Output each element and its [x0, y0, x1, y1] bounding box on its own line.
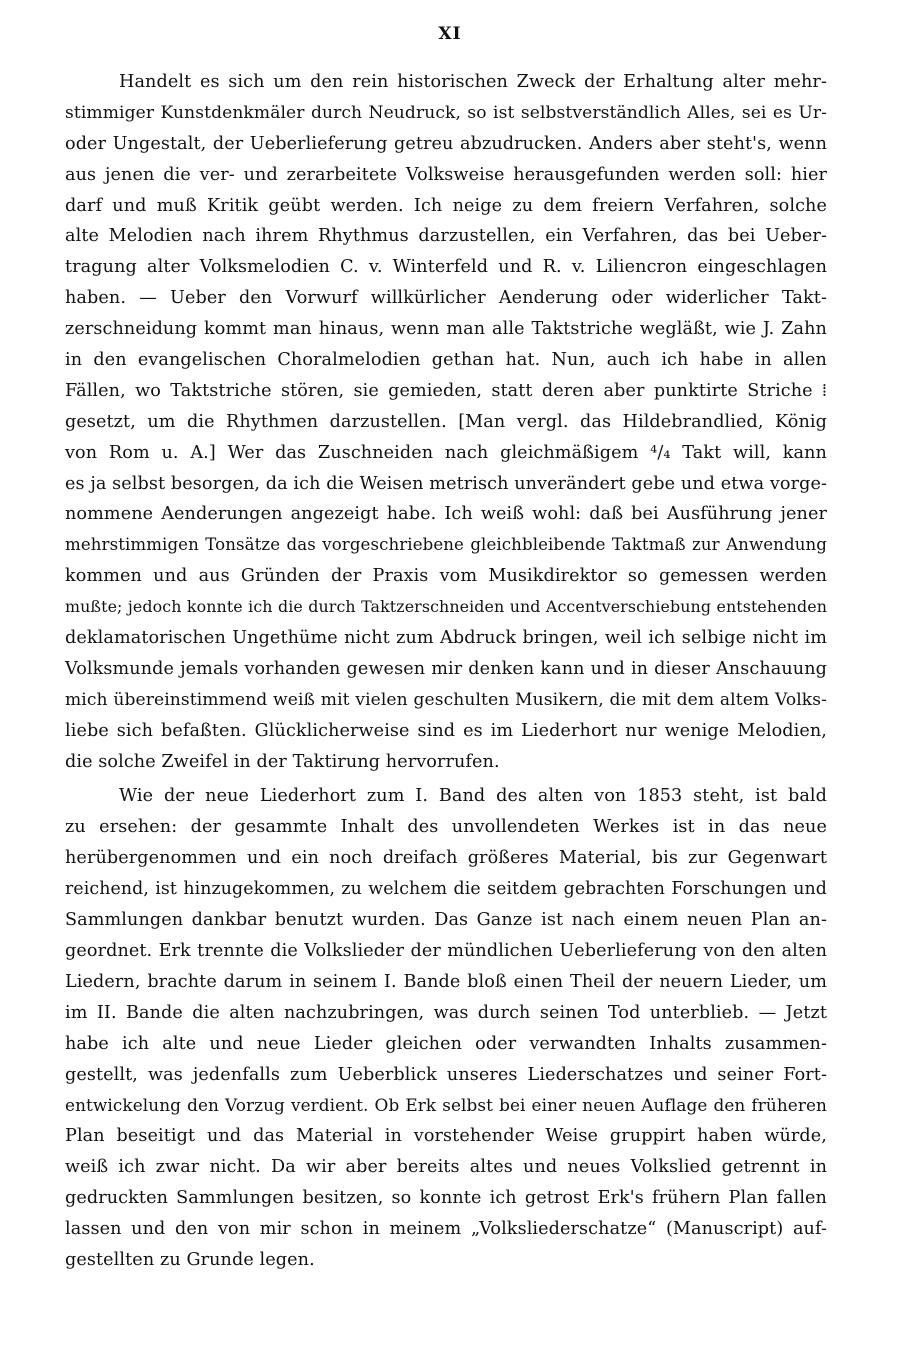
- text-line: Liedern, brachte darum in seinem I. Bande bloß einen Theil der neuern Lieder, um: [65, 971, 827, 992]
- text-line: reichend, ist hinzugekommen, zu welchem die seitdem gebrachten Forschungen und: [65, 879, 827, 900]
- text-line: haben. — Ueber den Vorwurf willkürlicher Aenderung oder widerlicher Takt-: [65, 288, 827, 309]
- text-line: im II. Bande die alten nachzubringen, was durch seinen Tod unterblieb. — Jetzt: [65, 1002, 827, 1023]
- text-line: mußte; jedoch konnte ich die durch Taktzerschneiden und Accentverschiebung entstehenden: [65, 597, 827, 617]
- text-line: in den evangelischen Choralmelodien gethan hat. Nun, auch ich habe in allen: [65, 350, 827, 371]
- text-line: nommene Aenderungen angezeigt habe. Ich weiß wohl: daß bei Ausführung jener: [65, 504, 827, 525]
- paragraph-2: [65, 781, 827, 1275]
- body-text: [65, 67, 827, 1276]
- text-line: Handelt es sich um den rein historischen Zweck der Erhaltung alter mehr-: [119, 72, 827, 92]
- text-line: gestellten zu Grunde legen.: [65, 1249, 315, 1270]
- text-line: Wie der neue Liederhort zum I. Band des alten von 1853 steht, ist bald: [119, 786, 827, 807]
- text-line: kommen und aus Gründen der Praxis vom Musikdirektor so gemessen werden: [65, 566, 827, 587]
- text-line: oder Ungestalt, der Ueberlieferung getreu abzudrucken. Anders aber steht's, wenn: [65, 133, 827, 154]
- text-line: aus jenen die ver- und zerarbeitete Volksweise herausgefunden werden soll: hier: [65, 164, 827, 185]
- text-line: tragung alter Volksmelodien C. v. Winterfeld und R. v. Liliencron eingeschlagen: [65, 257, 827, 278]
- text-line: zerschneidung kommt man hinaus, wenn man alle Taktstriche wegläßt, wie J. Zahn: [65, 319, 827, 340]
- page-number: XI: [438, 24, 462, 44]
- text-line: liebe sich befaßten. Glücklicherweise sind es im Liederhort nur wenige Melodien,: [65, 720, 827, 741]
- text-line: weiß ich zwar nicht. Da wir aber bereits altes und neues Volkslied getrennt in: [65, 1157, 827, 1178]
- text-line: von Rom u. A.] Wer das Zuschneiden nach gleichmäßigem ⁴/₄ Takt will, kann: [65, 442, 827, 463]
- text-line: Volksmunde jemals vorhanden gewesen mir denken kann und in dieser Anschauung: [65, 658, 827, 679]
- text-line: mehrstimmigen Tonsätze das vorgeschriebene gleichbleibende Taktmaß zur Anwendung: [65, 535, 827, 555]
- text-line: mich übereinstimmend weiß mit vielen geschulten Musikern, die mit dem altem Volks-: [65, 689, 827, 710]
- text-line: deklamatorischen Ungethüme nicht zum Abdruck bringen, weil ich selbige nicht im: [65, 628, 827, 649]
- text-line: darf und muß Kritik geübt werden. Ich neige zu dem freiern Verfahren, solche: [65, 195, 827, 216]
- paragraph-1: [65, 67, 827, 777]
- text-line: entwickelung den Vorzug verdient. Ob Erk selbst bei einer neuen Auflage den früheren: [65, 1095, 827, 1116]
- text-line: es ja selbst besorgen, da ich die Weisen metrisch unverändert gebe und etwa vorge-: [65, 473, 828, 494]
- text-line: gedruckten Sammlungen besitzen, so konnte ich getrost Erk's frühern Plan fallen: [65, 1188, 827, 1209]
- text-line: alte Melodien nach ihrem Rhythmus darzustellen, ein Verfahren, das bei Ueber-: [65, 226, 827, 247]
- text-line: lassen und den von mir schon in meinem „Volksliederschatze“ (Manuscript) auf-: [65, 1218, 827, 1239]
- text-line: gestellt, was jedenfalls zum Ueberblick unseres Liederschatzes und seiner Fort-: [65, 1064, 827, 1085]
- text-line: die solche Zweifel in der Taktirung hervorrufen.: [65, 751, 500, 772]
- text-line: Sammlungen dankbar benutzt wurden. Das Ganze ist nach einem neuen Plan an-: [65, 910, 827, 931]
- text-line: gesetzt, um die Rhythmen darzustellen. [Man vergl. das Hildebrandlied, König: [65, 411, 827, 432]
- text-line: herübergenommen und ein noch dreifach größeres Material, bis zur Gegenwart: [65, 848, 827, 869]
- text-line: habe ich alte und neue Lieder gleichen oder verwandten Inhalts zusammen-: [65, 1033, 827, 1054]
- text-line: zu ersehen: der gesammte Inhalt des unvollendeten Werkes ist in das neue: [65, 817, 827, 838]
- text-line: stimmiger Kunstdenkmäler durch Neudruck, so ist selbstverständlich Alles, sei es Ur-: [65, 102, 827, 123]
- text-line: geordnet. Erk trennte die Volkslieder der mündlichen Ueberlieferung von den alten: [65, 940, 827, 961]
- text-line: Fällen, wo Taktstriche stören, sie gemieden, statt deren aber punktirte Striche ⁞: [65, 380, 827, 401]
- text-line: Plan beseitigt und das Material in vorstehender Weise gruppirt haben würde,: [65, 1126, 827, 1147]
